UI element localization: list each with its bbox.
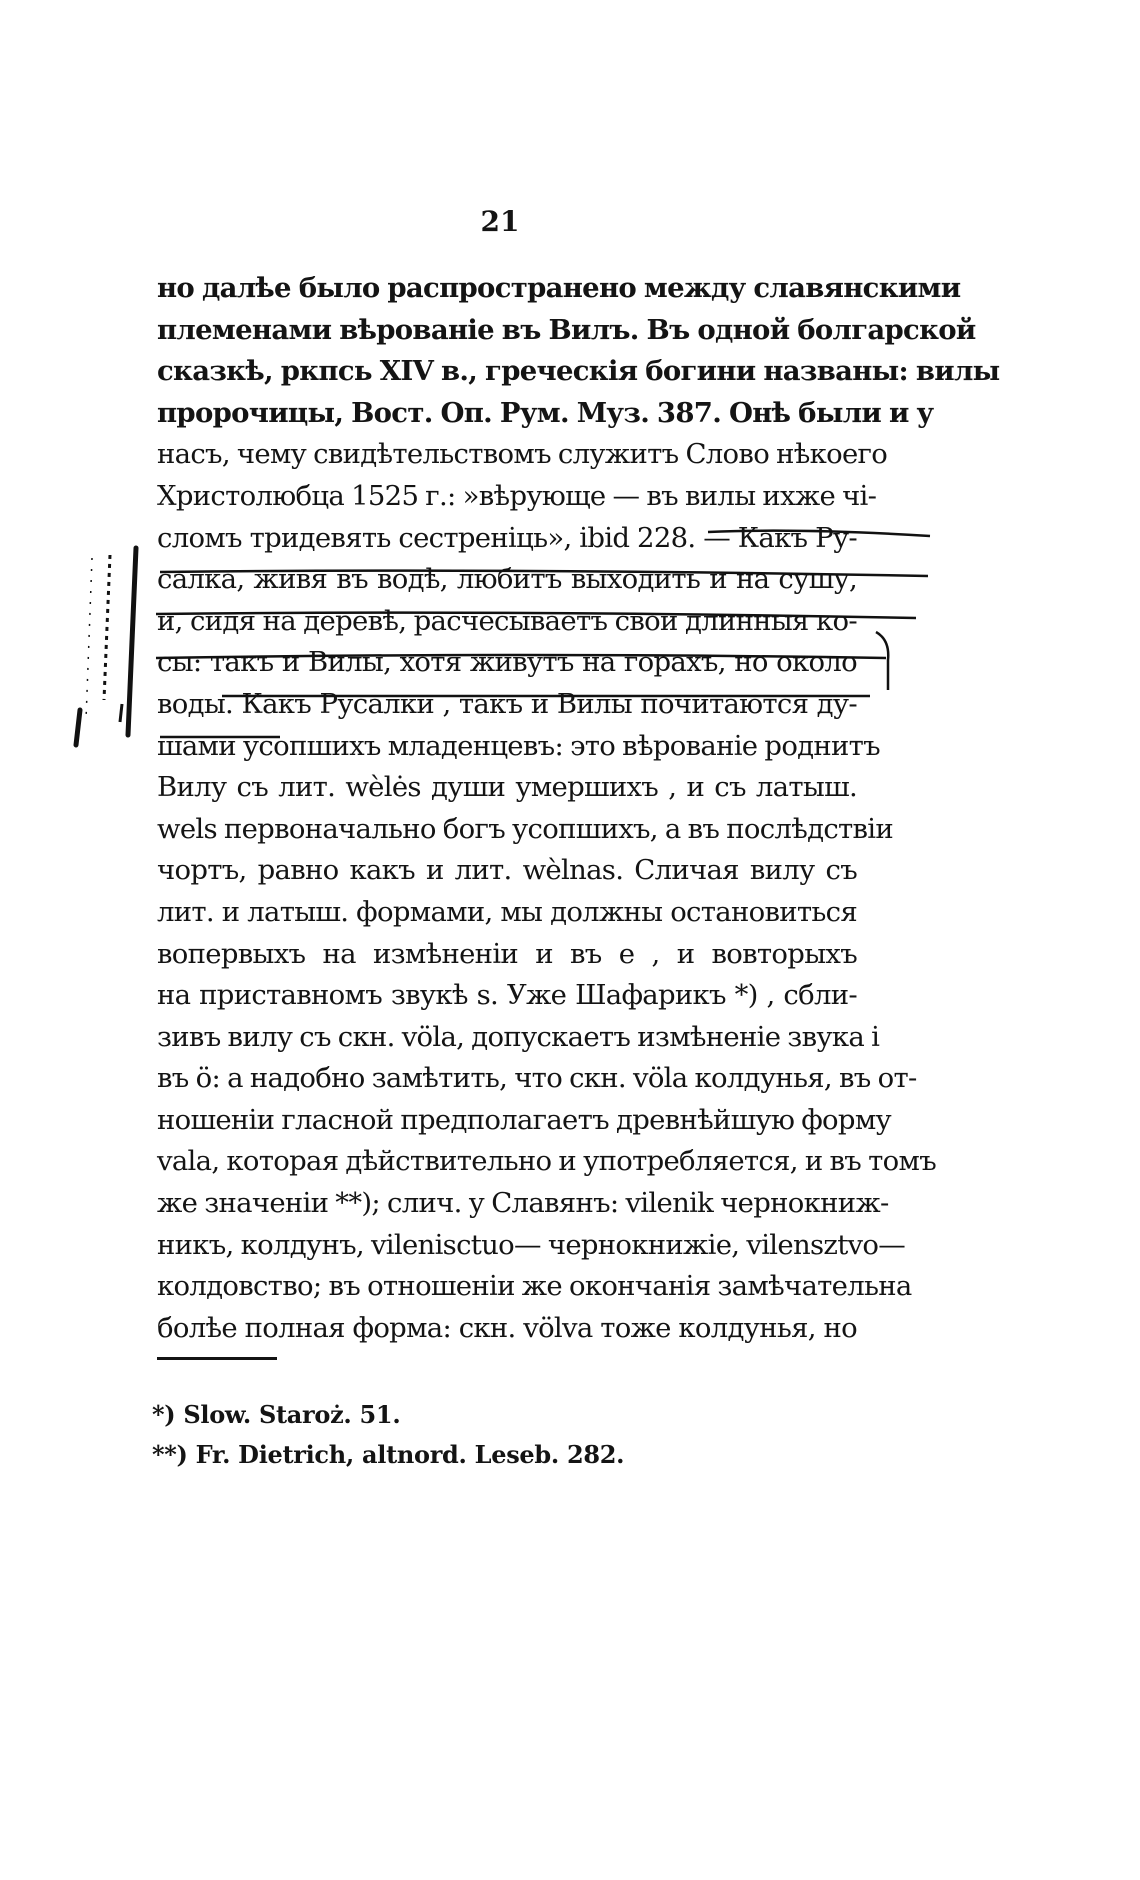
margin-line-mark	[120, 704, 122, 722]
text-line: салка, живя въ водѣ, любитъ выходить и на сушу,	[157, 563, 857, 596]
text-line: ношеніи гласной предполагаетъ древнѣйшую форму	[157, 1103, 891, 1136]
text-line: племенами вѣрованіе въ Вилъ. Въ одной болгарской	[157, 313, 976, 346]
text-line: сломъ тридевять сестреніць», ibid 228. — Какъ Ру-	[157, 521, 857, 554]
text-line: лит. и латыш. формами, мы должны остановиться	[157, 895, 857, 928]
footnote-2: **) Fr. Dietrich, altnord. Leseb. 282.	[152, 1440, 625, 1469]
text-line: чортъ, равно какъ и лит. wèlnas. Сличая вилу съ	[157, 854, 857, 887]
bracket-mark	[876, 632, 888, 690]
text-line: никъ, колдунъ, vilenisctuo— чернокнижіе, vilensztvo—	[157, 1228, 906, 1261]
margin-line-mark	[86, 558, 92, 720]
text-line: вопервыхъ на измѣненіи и въ е , и вовторыхъ	[157, 937, 857, 970]
text-line: въ ӧ: а надобно замѣтить, что скн. vӧla колдунья, въ от-	[157, 1062, 917, 1095]
page-number: 21	[480, 205, 520, 238]
margin-line-mark	[76, 710, 80, 745]
footnotes	[152, 1395, 752, 1475]
text-line: на приставномъ звукѣ s. Уже Шафарикъ *) , сбли-	[157, 979, 857, 1012]
margin-line-mark	[104, 555, 110, 700]
text-line: пророчицы, Вост. Оп. Рум. Муз. 387. Онѣ были и у	[157, 396, 934, 429]
text-line: зивъ вилу съ скн. vӧla, допускаетъ измѣненіе звука і	[157, 1020, 880, 1053]
text-line: воды. Какъ Русалки , такъ и Вилы почитаются ду-	[157, 687, 857, 720]
text-line: колдовство; въ отношеніи же окончанія замѣчательна	[157, 1270, 912, 1303]
footnote-1: *) Slow. Staroż. 51.	[152, 1400, 401, 1429]
text-line: но далѣе было распространено между славянскими	[157, 272, 961, 304]
text-line: болѣе полная форма: скн. vӧlva тоже колдунья, но	[157, 1311, 857, 1344]
text-line: wels первоначально богъ усопшихъ, а въ послѣдствіи	[157, 812, 894, 845]
main-text	[157, 268, 1000, 1349]
text-line: насъ, чему свидѣтельствомъ служитъ Слово нѣкоего	[157, 438, 888, 471]
text-line: шами усопшихъ младенцевъ: это вѣрованіе роднитъ	[157, 729, 880, 762]
footnote-divider	[157, 1357, 277, 1360]
text-line: сы: такъ и Вилы, хотя живутъ на горахъ, но около	[157, 646, 857, 679]
text-line: Вилу съ лит. wèlės души умершихъ , и съ латыш.	[157, 771, 857, 804]
margin-line-mark	[128, 548, 136, 735]
text-line: Христолюбца 1525 г.: »вѣрующе — въ вилы ихже чі-	[157, 479, 877, 512]
text-line: же значеніи **); слич. у Славянъ: vilenik чернокниж-	[157, 1187, 889, 1220]
text-line: и, сидя на деревѣ, расчесываетъ свои длинныя ко-	[157, 604, 857, 637]
text-line: vala, которая дѣйствительно и употребляется, и въ томъ	[157, 1145, 937, 1178]
text-line: сказкѣ, ркпсь XIV в., греческія богини названы: вилы	[157, 355, 1000, 388]
